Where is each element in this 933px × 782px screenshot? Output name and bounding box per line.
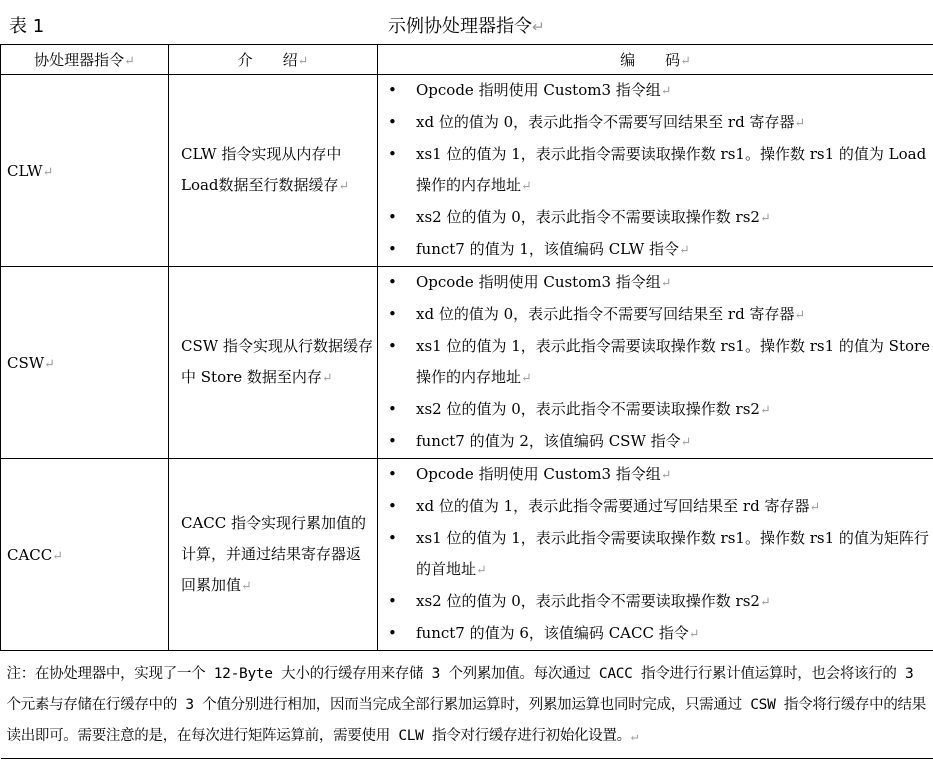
header-encoding bbox=[378, 45, 933, 75]
list-item bbox=[378, 618, 933, 650]
desc-text: CSW 指令实现从行数据缓存中 Store 数据至内存 bbox=[181, 337, 373, 386]
paragraph-mark-icon: ↵ bbox=[759, 403, 771, 418]
note-row bbox=[1, 651, 933, 759]
encoding-list bbox=[378, 75, 933, 266]
list-item-text: Opcode 指明使用 Custom3 指令组 bbox=[416, 81, 661, 99]
list-item-text: xs2 位的值为 0，表示此指令不需要读取操作数 rs2 bbox=[416, 208, 760, 226]
list-item bbox=[378, 202, 933, 234]
paragraph-mark-icon: ↵ bbox=[321, 371, 333, 386]
cmd-name: CLW bbox=[7, 161, 43, 180]
list-item bbox=[378, 331, 933, 394]
note-text: 注：在协处理器中，实现了一个 12-Byte 大小的行缓存用来存储 3 个列累加值。每次通过 CACC 指令进行行累计值运算时，也会将该行的 3 个元素与存储在行缓存中的 3 个值分别进行相加，因而当完成全部行累加运算时，列累加运算也同时完成，只需通过 CSW 指令将行缓存中的结果读出即可。需要注意的是，在每次进行矩阵运算前，需要使用 CLW 指令对行缓存进行初始化设置。 bbox=[6, 666, 926, 744]
list-item-text: xs2 位的值为 0，表示此指令不需要读取操作数 rs2 bbox=[416, 592, 760, 610]
header-encoding-text: 编 码 bbox=[620, 51, 681, 69]
list-item bbox=[378, 299, 933, 331]
paragraph-mark-icon: ↵ bbox=[338, 179, 350, 194]
paragraph-mark-icon: ↵ bbox=[521, 179, 532, 194]
paragraph-mark-icon: ↵ bbox=[532, 18, 545, 36]
list-item bbox=[378, 426, 933, 458]
header-cmd bbox=[1, 45, 169, 75]
paragraph-mark-icon: ↵ bbox=[759, 211, 771, 226]
list-item-text: Opcode 指明使用 Custom3 指令组 bbox=[416, 465, 661, 483]
paragraph-mark-icon: ↵ bbox=[124, 54, 135, 69]
list-item bbox=[378, 234, 933, 266]
paragraph-mark-icon: ↵ bbox=[688, 627, 700, 642]
paragraph-mark-icon: ↵ bbox=[42, 164, 54, 180]
list-item bbox=[378, 394, 933, 426]
list-item-text: funct7 的值为 2，该值编码 CSW 指令 bbox=[416, 432, 681, 450]
encoding-list bbox=[378, 267, 933, 458]
desc-cell bbox=[169, 459, 378, 651]
paragraph-mark-icon: ↵ bbox=[660, 276, 672, 291]
list-item-text: funct7 的值为 6，该值编码 CACC 指令 bbox=[416, 624, 689, 642]
list-item-text: xs2 位的值为 0，表示此指令不需要读取操作数 rs2 bbox=[416, 400, 760, 418]
list-item-text: xd 位的值为 1，表示此指令需要通过写回结果至 rd 寄存器 bbox=[416, 497, 810, 515]
paragraph-mark-icon: ↵ bbox=[52, 548, 63, 564]
paragraph-mark-icon: ↵ bbox=[660, 468, 672, 483]
list-item bbox=[378, 107, 933, 139]
table-row bbox=[1, 267, 933, 459]
desc-cell bbox=[169, 267, 378, 459]
encoding-cell bbox=[378, 459, 933, 651]
header-cmd-text: 协处理器指令 bbox=[34, 51, 125, 69]
list-item bbox=[378, 139, 933, 202]
header-desc bbox=[169, 45, 378, 75]
cmd-cell bbox=[1, 459, 169, 651]
list-item-text: xs1 位的值为 1，表示此指令需要读取操作数 rs1。操作数 rs1 的值为 Store 操作的内存地址 bbox=[416, 337, 931, 386]
paragraph-mark-icon: ↵ bbox=[679, 243, 690, 258]
list-item bbox=[378, 267, 933, 299]
list-item-text: xs1 位的值为 1，表示此指令需要读取操作数 rs1。操作数 rs1 的值为矩阵行的首地址 bbox=[416, 529, 929, 578]
paragraph-mark-icon: ↵ bbox=[476, 563, 487, 578]
encoding-list bbox=[378, 459, 933, 650]
table-caption bbox=[0, 0, 933, 44]
paragraph-mark-icon: ↵ bbox=[241, 578, 252, 594]
list-item bbox=[378, 523, 933, 586]
table-number: 表 1 bbox=[9, 16, 45, 37]
instruction-table bbox=[0, 44, 933, 759]
desc-text: CACC 指令实现行累加值的计算，并通过结果寄存器返回累加值 bbox=[181, 513, 367, 594]
list-item-text: xd 位的值为 0，表示此指令不需要写回结果至 rd 寄存器 bbox=[416, 305, 795, 323]
encoding-cell bbox=[378, 267, 933, 459]
list-item-text: xd 位的值为 0，表示此指令不需要写回结果至 rd 寄存器 bbox=[416, 113, 795, 131]
paragraph-mark-icon: ↵ bbox=[44, 356, 55, 372]
cmd-name: CSW bbox=[7, 353, 45, 372]
list-item-text: funct7 的值为 1，该值编码 CLW 指令 bbox=[416, 240, 680, 258]
cmd-cell bbox=[1, 267, 169, 459]
paragraph-mark-icon: ↵ bbox=[680, 54, 691, 69]
list-item-text: xs1 位的值为 1，表示此指令需要读取操作数 rs1。操作数 rs1 的值为 Load 操作的内存地址 bbox=[416, 145, 927, 194]
paragraph-mark-icon: ↵ bbox=[630, 729, 638, 743]
list-item bbox=[378, 459, 933, 491]
paragraph-mark-icon: ↵ bbox=[794, 116, 806, 131]
cmd-cell bbox=[1, 75, 169, 267]
paragraph-mark-icon: ↵ bbox=[794, 308, 806, 323]
list-item bbox=[378, 491, 933, 523]
table-header-row bbox=[1, 45, 933, 75]
paragraph-mark-icon: ↵ bbox=[521, 371, 532, 386]
paragraph-mark-icon: ↵ bbox=[297, 54, 309, 69]
table-row bbox=[1, 459, 933, 651]
list-item bbox=[378, 75, 933, 107]
paragraph-mark-icon: ↵ bbox=[759, 595, 771, 610]
header-desc-text: 介 绍 bbox=[237, 51, 298, 69]
table-title-text: 示例协处理器指令 bbox=[388, 16, 532, 37]
table-note bbox=[1, 651, 933, 759]
desc-text: CLW 指令实现从内存中Load数据至行数据缓存 bbox=[181, 145, 342, 194]
encoding-cell bbox=[378, 75, 933, 267]
desc-cell bbox=[169, 75, 378, 267]
paragraph-mark-icon: ↵ bbox=[680, 435, 692, 450]
list-item bbox=[378, 586, 933, 618]
table-title bbox=[388, 12, 545, 38]
table-row bbox=[1, 75, 933, 267]
paragraph-mark-icon: ↵ bbox=[660, 84, 672, 99]
cmd-name: CACC bbox=[7, 545, 53, 564]
paragraph-mark-icon: ↵ bbox=[809, 500, 821, 515]
list-item-text: Opcode 指明使用 Custom3 指令组 bbox=[416, 273, 661, 291]
